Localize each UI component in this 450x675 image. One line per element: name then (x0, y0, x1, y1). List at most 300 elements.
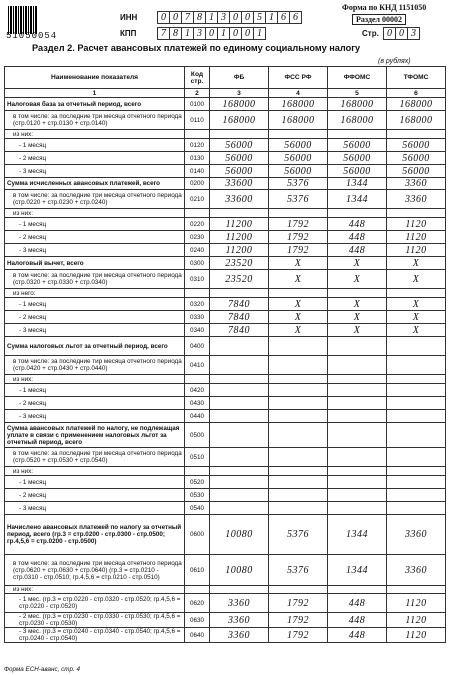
value-cell-tfoms[interactable]: 168000 (387, 111, 446, 130)
value-cell-fss[interactable]: 1792 (269, 594, 328, 613)
table-row (5, 209, 446, 218)
value-cell-fb[interactable] (210, 130, 269, 139)
value-cell-tfoms[interactable] (387, 489, 446, 502)
value-cell-fss[interactable]: X (269, 324, 328, 337)
value-cell-tfoms[interactable]: 168000 (387, 98, 446, 111)
value-cell-tfoms[interactable]: 3360 (387, 178, 446, 190)
value-cell-tfoms[interactable]: X (387, 324, 446, 337)
table-row (5, 502, 446, 515)
table-row (5, 410, 446, 423)
row-code: 0210 (185, 190, 210, 209)
row-code: 0620 (185, 594, 210, 613)
value-cell-ffoms[interactable]: 56000 (328, 152, 387, 165)
value-cell-tfoms[interactable]: 1120 (387, 594, 446, 613)
table-row (5, 178, 446, 190)
value-cell-fss[interactable]: 5376 (269, 515, 328, 555)
col-header-fss: ФСС РФ (269, 67, 328, 89)
value-cell-tfoms[interactable]: X (387, 257, 446, 270)
value-cell-fss[interactable] (269, 476, 328, 489)
row-label: Сумма авансовых платежей по налогу, не подлежащая уплате в связи с применением налоговых льгот за отчетный период, всего (5, 423, 185, 448)
table-row (5, 467, 446, 476)
row-code: 0340 (185, 324, 210, 337)
col-header-tfoms: ТФОМС (387, 67, 446, 89)
value-cell-ffoms[interactable]: X (328, 270, 387, 289)
value-cell-fss[interactable]: 5376 (269, 555, 328, 586)
table-row (5, 448, 446, 467)
value-cell-fss[interactable]: 168000 (269, 98, 328, 111)
kpp-digit-cell[interactable]: 0 (205, 27, 217, 40)
value-cell-fss[interactable]: 56000 (269, 139, 328, 152)
value-cell-ffoms[interactable] (328, 289, 387, 298)
inn-digit-cell[interactable]: 3 (217, 11, 229, 24)
value-cell-tfoms[interactable] (387, 410, 446, 423)
value-cell-fb[interactable] (210, 289, 269, 298)
value-cell-ffoms[interactable] (328, 448, 387, 467)
row-label: - 1 месяц (5, 139, 185, 152)
value-cell-fb[interactable]: 56000 (210, 139, 269, 152)
value-cell-ffoms[interactable] (328, 209, 387, 218)
row-label: - 2 месяц (5, 231, 185, 244)
row-label: в том числе: за последние три месяца отчетного периода (стр.0320 + стр.0330 + стр.0340) (5, 270, 185, 289)
row-code: 0430 (185, 397, 210, 410)
row-label: - 3 месяц (5, 324, 185, 337)
value-cell-fb[interactable] (210, 209, 269, 218)
value-cell-fb[interactable] (210, 467, 269, 476)
row-code (185, 375, 210, 384)
value-cell-fb[interactable] (210, 356, 269, 375)
value-cell-ffoms[interactable] (328, 502, 387, 515)
kpp-digit-cell[interactable]: 1 (181, 27, 193, 40)
row-label: в том числе: за последние три месяца отчетного периода (стр.0120 + стр.0130 + стр.0140) (5, 111, 185, 130)
value-cell-tfoms[interactable] (387, 384, 446, 397)
row-label: в том числе: за последние тир месяца отчетного периода (стр.0420 + стр.0430 + стр.0440) (5, 356, 185, 375)
kpp-digit-cell[interactable]: 8 (169, 27, 181, 40)
value-cell-tfoms[interactable] (387, 502, 446, 515)
table-row (5, 139, 446, 152)
value-cell-fb[interactable] (210, 410, 269, 423)
row-code: 0640 (185, 628, 210, 643)
row-code: 0530 (185, 489, 210, 502)
value-cell-tfoms[interactable] (387, 337, 446, 356)
value-cell-tfoms[interactable] (387, 586, 446, 594)
col-header-fb: ФБ (210, 67, 269, 89)
inn-digit-cell[interactable]: 8 (193, 11, 205, 24)
value-cell-fb[interactable]: 3360 (210, 628, 269, 643)
value-cell-ffoms[interactable]: 168000 (328, 111, 387, 130)
row-code: 0310 (185, 270, 210, 289)
value-cell-tfoms[interactable]: X (387, 311, 446, 324)
value-cell-fb[interactable]: 168000 (210, 98, 269, 111)
value-cell-fss[interactable] (269, 586, 328, 594)
value-cell-fss[interactable] (269, 467, 328, 476)
table-row (5, 324, 446, 337)
value-cell-fss[interactable]: 1792 (269, 218, 328, 231)
value-cell-fss[interactable]: 1792 (269, 628, 328, 643)
value-cell-fb[interactable] (210, 423, 269, 448)
value-cell-fss[interactable] (269, 502, 328, 515)
value-cell-fb[interactable]: 33600 (210, 178, 269, 190)
kpp-label: КПП (120, 29, 137, 38)
value-cell-fb[interactable]: 10080 (210, 515, 269, 555)
row-code (185, 289, 210, 298)
table-row (5, 337, 446, 356)
table-row (5, 311, 446, 324)
row-code: 0510 (185, 448, 210, 467)
value-cell-ffoms[interactable]: X (328, 257, 387, 270)
value-cell-ffoms[interactable] (328, 337, 387, 356)
table-row (5, 594, 446, 613)
row-label: из них: (5, 130, 185, 139)
row-label: из них: (5, 209, 185, 218)
value-cell-tfoms[interactable]: 1120 (387, 628, 446, 643)
col-number: 5 (328, 89, 387, 98)
page-digit-cell[interactable]: 0 (383, 27, 395, 40)
row-label: Налоговая база за отчетный период, всего (5, 98, 185, 111)
value-cell-ffoms[interactable] (328, 423, 387, 448)
value-cell-fss[interactable] (269, 289, 328, 298)
row-code: 0300 (185, 257, 210, 270)
page-footer: Форма ЕСН-аванс, стр. 4 (4, 666, 80, 673)
value-cell-ffoms[interactable]: 448 (328, 244, 387, 257)
row-code (185, 586, 210, 594)
value-cell-ffoms[interactable]: 448 (328, 594, 387, 613)
value-cell-tfoms[interactable] (387, 397, 446, 410)
value-cell-fb[interactable]: 33600 (210, 190, 269, 209)
value-cell-ffoms[interactable] (328, 397, 387, 410)
inn-digit-cell[interactable]: 6 (277, 11, 289, 24)
row-code (185, 130, 210, 139)
col-number: 3 (210, 89, 269, 98)
row-label: Налоговый вычет, всего (5, 257, 185, 270)
row-code: 0630 (185, 613, 210, 628)
table-row (5, 165, 446, 178)
row-code: 0610 (185, 555, 210, 586)
value-cell-ffoms[interactable]: 448 (328, 613, 387, 628)
row-label: - 3 месяц (5, 502, 185, 515)
value-cell-fb[interactable]: 11200 (210, 218, 269, 231)
row-label: в том числе: за последние три месяца отчетного периода (стр.0620 + стр.0630 + стр.0640) (гр.3 = стр.0210 - стр.0310 - стр.0510; гр.4,5,6 = стр.0210 - стр.0510) (5, 555, 185, 586)
table-row (5, 423, 446, 448)
row-code: 0330 (185, 311, 210, 324)
table-row (5, 397, 446, 410)
value-cell-fss[interactable]: X (269, 311, 328, 324)
row-label: - 3 месяц (5, 165, 185, 178)
value-cell-ffoms[interactable]: X (328, 324, 387, 337)
row-code: 0100 (185, 98, 210, 111)
row-label: из них: (5, 375, 185, 384)
inn-digit-cell[interactable]: 7 (181, 11, 193, 24)
value-cell-tfoms[interactable]: 3360 (387, 190, 446, 209)
value-cell-fb[interactable]: 10080 (210, 555, 269, 586)
value-cell-ffoms[interactable]: 448 (328, 628, 387, 643)
row-code: 0130 (185, 152, 210, 165)
inn-digit-cell[interactable]: 0 (241, 11, 253, 24)
row-label: - 1 месяц (5, 298, 185, 311)
row-code: 0200 (185, 178, 210, 190)
value-cell-fb[interactable]: 23520 (210, 270, 269, 289)
row-label: - 2 месяц (5, 489, 185, 502)
table-row (5, 218, 446, 231)
value-cell-fb[interactable]: 7840 (210, 324, 269, 337)
value-cell-ffoms[interactable]: X (328, 311, 387, 324)
value-cell-fb[interactable]: 168000 (210, 111, 269, 130)
value-cell-fss[interactable] (269, 209, 328, 218)
row-label: - 1 месяц (5, 218, 185, 231)
value-cell-fb[interactable]: 56000 (210, 165, 269, 178)
col-header-ffoms: ФФОМС (328, 67, 387, 89)
value-cell-ffoms[interactable] (328, 467, 387, 476)
row-code: 0400 (185, 337, 210, 356)
value-cell-fb[interactable] (210, 384, 269, 397)
value-cell-ffoms[interactable]: 56000 (328, 165, 387, 178)
value-cell-fb[interactable] (210, 375, 269, 384)
value-cell-ffoms[interactable] (328, 489, 387, 502)
table-row (5, 298, 446, 311)
value-cell-tfoms[interactable] (387, 448, 446, 467)
table-row (5, 289, 446, 298)
value-cell-tfoms[interactable] (387, 423, 446, 448)
table-row (5, 190, 446, 209)
row-label: - 2 месяц (5, 397, 185, 410)
value-cell-ffoms[interactable]: X (328, 298, 387, 311)
row-code: 0410 (185, 356, 210, 375)
value-cell-tfoms[interactable] (387, 209, 446, 218)
row-label: из них: (5, 467, 185, 476)
kpp-digit-cell[interactable]: 3 (193, 27, 205, 40)
value-cell-fss[interactable] (269, 356, 328, 375)
row-label: Начислено авансовых платежей по налогу за отчетный период, всего (гр.3 = стр.0200 - стр.0300 - стр.0500; гр.4,5,6 = стр.0200 - стр.0500) (5, 515, 185, 555)
table-row (5, 111, 446, 130)
col-number: 2 (185, 89, 210, 98)
barcode-number: 51050054 (6, 31, 58, 41)
value-cell-fss[interactable]: 1792 (269, 613, 328, 628)
value-cell-fss[interactable] (269, 423, 328, 448)
value-cell-fss[interactable]: 56000 (269, 165, 328, 178)
value-cell-fb[interactable] (210, 489, 269, 502)
inn-digit-cell[interactable]: 1 (205, 11, 217, 24)
row-code: 0240 (185, 244, 210, 257)
row-code: 0520 (185, 476, 210, 489)
table-row (5, 375, 446, 384)
table-row (5, 257, 446, 270)
barcode (8, 6, 38, 34)
value-cell-fb[interactable] (210, 502, 269, 515)
row-label: - 1 месяц (5, 384, 185, 397)
kpp-digit-cell[interactable]: 1 (217, 27, 229, 40)
row-label: Сумма исчисленных авансовых платежей, всего (5, 178, 185, 190)
table-row (5, 613, 446, 628)
units-note: (в рублях) (378, 58, 411, 65)
value-cell-fb[interactable]: 11200 (210, 244, 269, 257)
table-row (5, 270, 446, 289)
value-cell-ffoms[interactable] (328, 384, 387, 397)
inn-digit-cell[interactable]: 1 (265, 11, 277, 24)
value-cell-fb[interactable]: 11200 (210, 231, 269, 244)
row-code: 0600 (185, 515, 210, 555)
col-header-code: Код стр. (185, 67, 210, 89)
value-cell-ffoms[interactable]: 1344 (328, 190, 387, 209)
value-cell-tfoms[interactable]: 56000 (387, 139, 446, 152)
value-cell-fb[interactable] (210, 586, 269, 594)
value-cell-tfoms[interactable]: X (387, 270, 446, 289)
table-row (5, 356, 446, 375)
row-label: - 2 месяц (5, 152, 185, 165)
kpp-cells[interactable] (157, 27, 266, 40)
value-cell-fss[interactable] (269, 397, 328, 410)
value-cell-fss[interactable] (269, 410, 328, 423)
value-cell-tfoms[interactable] (387, 476, 446, 489)
table-row (5, 98, 446, 111)
row-code: 0320 (185, 298, 210, 311)
value-cell-tfoms[interactable]: 1120 (387, 613, 446, 628)
value-cell-fb[interactable] (210, 337, 269, 356)
table-row (5, 384, 446, 397)
row-code: 0440 (185, 410, 210, 423)
value-cell-ffoms[interactable]: 1344 (328, 555, 387, 586)
value-cell-ffoms[interactable]: 1344 (328, 515, 387, 555)
value-cell-tfoms[interactable] (387, 375, 446, 384)
row-label: в том числе: за последние три месяца отчетного периода (стр.0520 + стр.0530 + стр.0540) (5, 448, 185, 467)
section-title: Раздел 2. Расчет авансовых платежей по единому социальному налогу (32, 43, 361, 53)
col-number: 1 (5, 89, 185, 98)
page-digit-cell[interactable]: 0 (395, 27, 407, 40)
value-cell-fss[interactable] (269, 375, 328, 384)
value-cell-tfoms[interactable] (387, 356, 446, 375)
row-code: 0110 (185, 111, 210, 130)
row-label: - 3 месяц (5, 410, 185, 423)
value-cell-tfoms[interactable] (387, 130, 446, 139)
row-code (185, 209, 210, 218)
row-code: 0540 (185, 502, 210, 515)
inn-digit-cell[interactable]: 0 (157, 11, 169, 24)
table-header-row (5, 67, 446, 89)
column-number-row (5, 89, 446, 98)
value-cell-fss[interactable]: 1792 (269, 231, 328, 244)
inn-digit-cell[interactable]: 0 (169, 11, 181, 24)
inn-digit-cell[interactable]: 0 (229, 11, 241, 24)
value-cell-fb[interactable] (210, 397, 269, 410)
inn-digit-cell[interactable]: 6 (289, 11, 302, 24)
row-code: 0230 (185, 231, 210, 244)
value-cell-fb[interactable] (210, 476, 269, 489)
value-cell-fss[interactable] (269, 489, 328, 502)
row-code: 0220 (185, 218, 210, 231)
value-cell-ffoms[interactable] (328, 375, 387, 384)
value-cell-ffoms[interactable]: 1344 (328, 178, 387, 190)
value-cell-fss[interactable]: 5376 (269, 190, 328, 209)
table-row (5, 231, 446, 244)
value-cell-ffoms[interactable]: 448 (328, 231, 387, 244)
value-cell-fss[interactable]: 1792 (269, 244, 328, 257)
value-cell-fb[interactable]: 23520 (210, 257, 269, 270)
table-row (5, 586, 446, 594)
inn-label: ИНН (120, 13, 138, 22)
page-digit-cell[interactable]: 3 (407, 27, 420, 40)
value-cell-fss[interactable] (269, 130, 328, 139)
table-row (5, 489, 446, 502)
table-row (5, 244, 446, 257)
value-cell-tfoms[interactable]: X (387, 298, 446, 311)
row-label: - 2 мес. (гр.3 = стр.0230 - стр.0330 - стр.0530; гр.4,5,6 = стр.0230 - стр.0530) (5, 613, 185, 628)
value-cell-fb[interactable]: 7840 (210, 298, 269, 311)
table-row (5, 628, 446, 643)
row-code: 0420 (185, 384, 210, 397)
value-cell-fb[interactable]: 3360 (210, 613, 269, 628)
page-cells[interactable] (383, 27, 420, 40)
value-cell-fss[interactable] (269, 448, 328, 467)
value-cell-ffoms[interactable] (328, 356, 387, 375)
value-cell-fss[interactable]: X (269, 298, 328, 311)
value-cell-tfoms[interactable]: 1120 (387, 231, 446, 244)
row-label: - 1 месяц (5, 476, 185, 489)
row-label: из них: (5, 586, 185, 594)
table-row (5, 130, 446, 139)
row-label: - 1 мес. (гр.3 = стр.0220 - стр.0320 - стр.0520; гр.4,5,6 = стр.0220 - стр.0520) (5, 594, 185, 613)
value-cell-tfoms[interactable] (387, 467, 446, 476)
table-row (5, 515, 446, 555)
col-number: 4 (269, 89, 328, 98)
section-tag: Раздел 00002 (352, 14, 406, 25)
table-row (5, 476, 446, 489)
row-code: 0120 (185, 139, 210, 152)
value-cell-tfoms[interactable] (387, 289, 446, 298)
value-cell-ffoms[interactable]: 56000 (328, 139, 387, 152)
row-code (185, 467, 210, 476)
table-row (5, 555, 446, 586)
table-row (5, 152, 446, 165)
row-label: из него: (5, 289, 185, 298)
inn-cells[interactable] (157, 11, 302, 24)
form-code: Форма по КНД 1151050 (342, 3, 427, 12)
value-cell-fss[interactable]: 56000 (269, 152, 328, 165)
kpp-digit-cell[interactable]: 1 (253, 27, 266, 40)
page-label: Стр. (362, 29, 379, 38)
row-label: Сумма налоговых льгот за отчетный период, всего (5, 337, 185, 356)
value-cell-ffoms[interactable] (328, 586, 387, 594)
value-cell-fb[interactable]: 3360 (210, 594, 269, 613)
value-cell-ffoms[interactable] (328, 130, 387, 139)
value-cell-ffoms[interactable] (328, 410, 387, 423)
value-cell-fss[interactable]: 5376 (269, 178, 328, 190)
value-cell-fb[interactable]: 56000 (210, 152, 269, 165)
value-cell-fss[interactable]: X (269, 270, 328, 289)
value-cell-ffoms[interactable]: 168000 (328, 98, 387, 111)
inn-digit-cell[interactable]: 5 (253, 11, 265, 24)
value-cell-fb[interactable] (210, 448, 269, 467)
value-cell-tfoms[interactable]: 3360 (387, 515, 446, 555)
value-cell-tfoms[interactable]: 56000 (387, 165, 446, 178)
value-cell-fss[interactable]: 168000 (269, 111, 328, 130)
value-cell-fss[interactable] (269, 384, 328, 397)
col-header-name: Наименование показателя (5, 67, 185, 89)
value-cell-ffoms[interactable]: 448 (328, 218, 387, 231)
row-code: 0140 (185, 165, 210, 178)
value-cell-tfoms[interactable]: 1120 (387, 218, 446, 231)
value-cell-tfoms[interactable]: 1120 (387, 244, 446, 257)
value-cell-ffoms[interactable] (328, 476, 387, 489)
value-cell-tfoms[interactable]: 3360 (387, 555, 446, 586)
kpp-digit-cell[interactable]: 0 (229, 27, 241, 40)
row-label: - 2 месяц (5, 311, 185, 324)
value-cell-tfoms[interactable]: 56000 (387, 152, 446, 165)
value-cell-fss[interactable]: X (269, 257, 328, 270)
row-label: в том числе: за последние три месяца отчетного периода (стр.0220 + стр.0230 + стр.0240) (5, 190, 185, 209)
value-cell-fb[interactable]: 7840 (210, 311, 269, 324)
kpp-digit-cell[interactable]: 0 (241, 27, 253, 40)
value-cell-fss[interactable] (269, 337, 328, 356)
kpp-digit-cell[interactable]: 7 (157, 27, 169, 40)
row-label: - 3 мес. (гр.3 = стр.0240 - стр.0340 - стр.0540; гр.4,5,6 = стр.0240 - стр.0540) (5, 628, 185, 643)
